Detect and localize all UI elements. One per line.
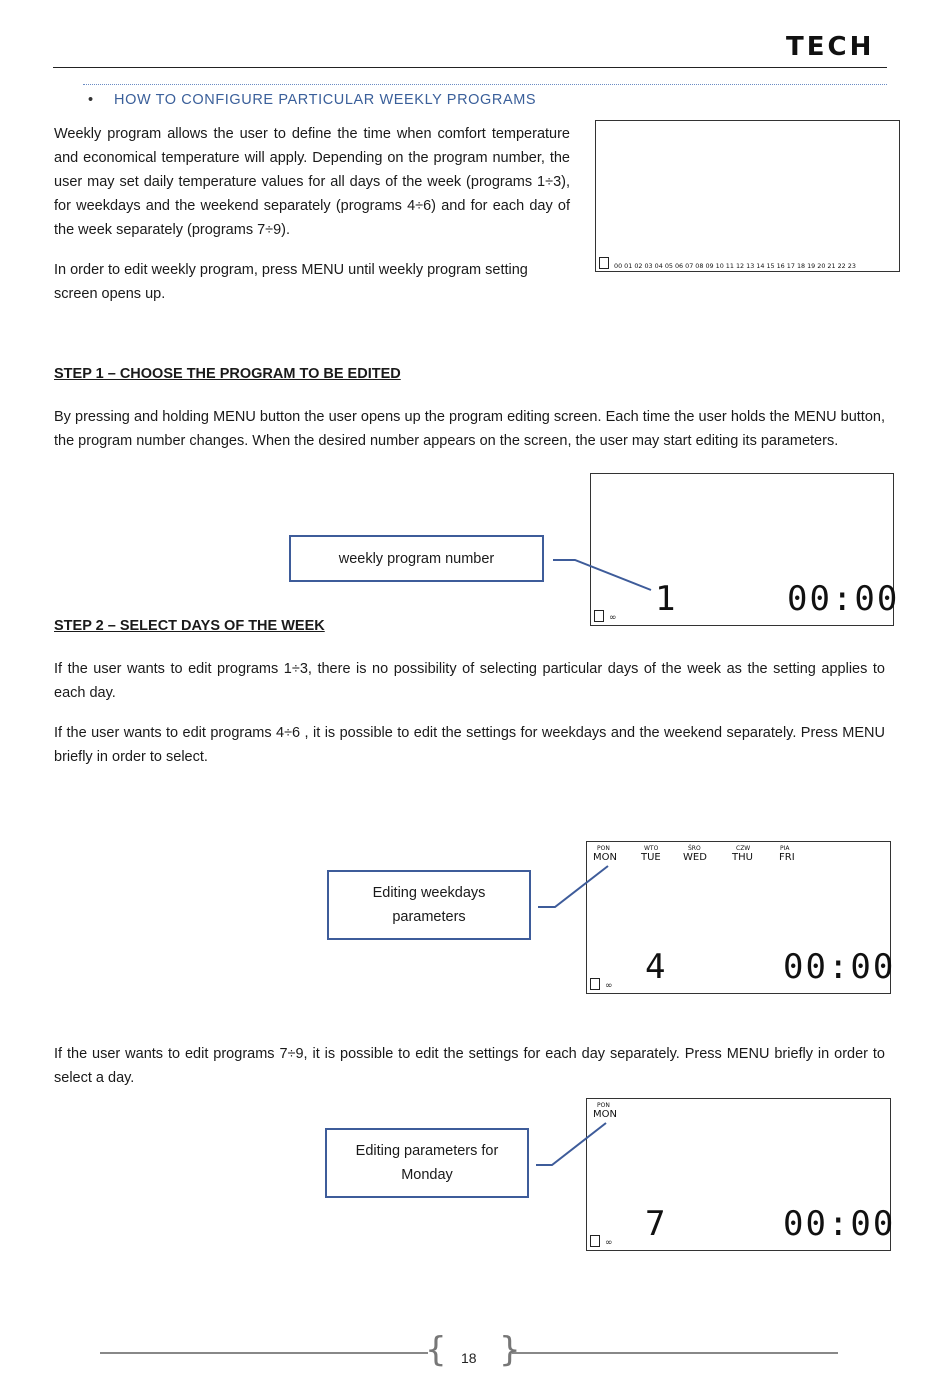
section-title-text: HOW TO CONFIGURE PARTICULAR WEEKLY PROGRAMS [114, 92, 537, 108]
day-en-mon: MON [593, 1109, 617, 1120]
infinity-icon: ∞ [605, 981, 613, 991]
day-pl-tue: WTO [644, 845, 659, 852]
footer-bracket-left: { [425, 1330, 447, 1370]
step1-heading: STEP 1 – CHOOSE THE PROGRAM TO BE EDITED [54, 366, 401, 382]
day-pl-thu: CZW [736, 845, 751, 852]
footer-bracket-right: } [499, 1330, 521, 1370]
callout-text-line1: Editing weekdays [372, 885, 486, 901]
callout-text-line2: parameters [392, 909, 466, 925]
tech-logo: TECH [786, 32, 875, 62]
infinity-icon: ∞ [609, 613, 617, 623]
time-display: 00:00 [787, 579, 900, 619]
step2-paragraph-1: If the user wants to edit programs 1÷3, there is no possibility of selecting particular days of the week as the setting applies to each day. [54, 661, 885, 701]
leader-line-weekdays [538, 866, 608, 907]
page-number: 18 [461, 1350, 477, 1366]
day-pl-fri: PIA [780, 845, 790, 852]
infinity-icon: ∞ [605, 1238, 613, 1248]
time-display: 00:00 [783, 947, 896, 987]
bullet: • [88, 92, 94, 108]
program-digit: 4 [645, 947, 666, 987]
callout-text: weekly program number [338, 550, 495, 567]
day-pl-mon: PON [597, 1102, 610, 1109]
step2-heading: STEP 2 – SELECT DAYS OF THE WEEK [54, 618, 325, 634]
hours-strip: 00 01 02 03 04 05 06 07 08 09 10 11 12 13 14 15 16 17 18 19 20 21 22 23 [614, 262, 856, 270]
day-en-mon: MON [593, 852, 617, 863]
step1-paragraph: By pressing and holding MENU button the user opens up the program editing screen. Each time the user holds the MENU button, the program number changes. When the desired number appears on the screen, the user may start editing its parameters. [54, 409, 885, 449]
day-en-fri: FRI [779, 852, 795, 863]
program-digit: 1 [655, 579, 676, 619]
program-digit: 7 [645, 1204, 666, 1244]
footer-rule-right [512, 1352, 838, 1354]
day-en-tue: TUE [641, 852, 661, 863]
callout-text-line2: Monday [401, 1167, 453, 1183]
intro-paragraph: Weekly program allows the user to define the time when comfort temperature and economical temperature will apply. Depending on the program number, the user may set daily temperature values for all days of the week (programs 1÷3), for weekdays and the weekend separately (programs 4÷6) and for each day of the week separately (programs 7÷9). [54, 126, 570, 238]
callout-text-line1: Editing parameters for [355, 1143, 499, 1159]
day-pl-mon: PON [597, 845, 610, 852]
leader-line-program [553, 560, 651, 590]
footer-rule-left [100, 1352, 428, 1354]
day-en-wed: WED [683, 852, 707, 863]
time-display: 00:00 [783, 1204, 896, 1244]
step2-paragraph-3: If the user wants to edit programs 7÷9, it is possible to edit the settings for each day separately. Press MENU briefly in order to select a day. [54, 1046, 885, 1086]
step2-paragraph-2: If the user wants to edit programs 4÷6 , it is possible to edit the settings for weekdays and the weekend separately. Press MENU briefly in order to select. [54, 725, 885, 765]
day-en-thu: THU [732, 852, 753, 863]
intro-paragraph-2: In order to edit weekly program, press MENU until weekly program setting screen opens up. [54, 262, 528, 302]
leader-line-monday [536, 1123, 606, 1165]
day-pl-wed: ŚRO [688, 845, 701, 852]
